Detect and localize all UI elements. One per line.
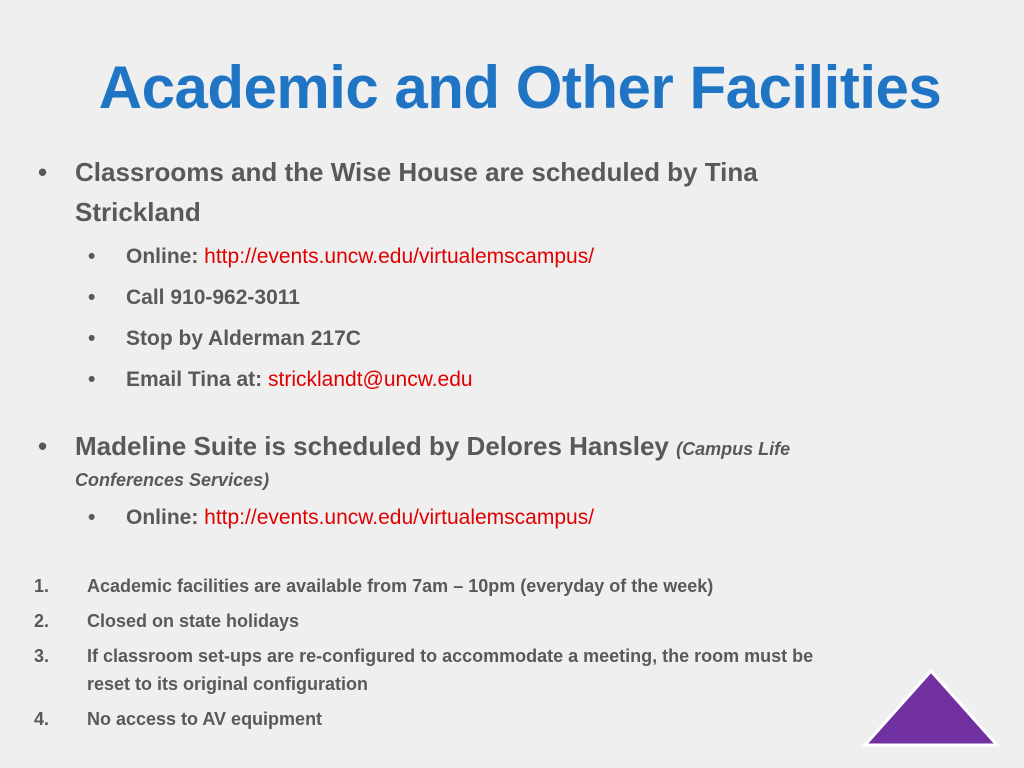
- item-text: [87, 642, 967, 698]
- item-text: Closed on state holidays: [87, 611, 300, 631]
- bullet-marker: •: [88, 286, 96, 309]
- bullet-text-line1: Classrooms and the Wise House are scheduled by Tina: [75, 157, 758, 187]
- item-text: Academic facilities are available from 7am – 10pm (everyday of the week): [87, 576, 714, 596]
- bullet-marker: •: [88, 506, 96, 529]
- triangle-icon[interactable]: [862, 668, 1000, 748]
- bullet-marker: •: [38, 431, 48, 461]
- bullet-note-line1: (Campus Life: [676, 439, 791, 459]
- online-label: Online:: [126, 245, 205, 268]
- item-text-line1: If classroom set-ups are re-configured to accommodate a meeting, the room must be: [87, 646, 814, 666]
- bullet-text-line2: Strickland: [75, 197, 201, 227]
- email-label: Email Tina at:: [126, 368, 268, 391]
- slide-title: Academic and Other Facilities: [98, 54, 942, 121]
- bullet-note-line2: Conferences Services): [75, 470, 270, 490]
- email-link[interactable]: stricklandt@uncw.edu: [268, 368, 473, 391]
- bullet-marker: •: [88, 327, 96, 350]
- online-label: Online:: [126, 506, 205, 529]
- bullet-marker: •: [88, 245, 96, 268]
- bullet-text: [75, 152, 955, 232]
- stop-by-text: Stop by Alderman 217C: [126, 327, 361, 350]
- item-number: 3.: [34, 646, 50, 666]
- bullet-marker: •: [88, 368, 96, 391]
- item-number: 2.: [34, 611, 50, 631]
- online-link[interactable]: http://events.uncw.edu/virtualemscampus/: [204, 506, 595, 529]
- item-text-line2: reset to its original configuration: [87, 674, 369, 694]
- bullet-text: [75, 426, 955, 469]
- bullet-text-main: Madeline Suite is scheduled by Delores Hansley: [75, 431, 677, 461]
- triangle-shape: [865, 671, 997, 745]
- item-number: 4.: [34, 709, 50, 729]
- call-text: Call 910-962-3011: [126, 286, 300, 309]
- item-text: No access to AV equipment: [87, 709, 323, 729]
- bullet-marker: •: [38, 157, 48, 187]
- online-link[interactable]: http://events.uncw.edu/virtualemscampus/: [204, 245, 595, 268]
- item-number: 1.: [34, 576, 50, 596]
